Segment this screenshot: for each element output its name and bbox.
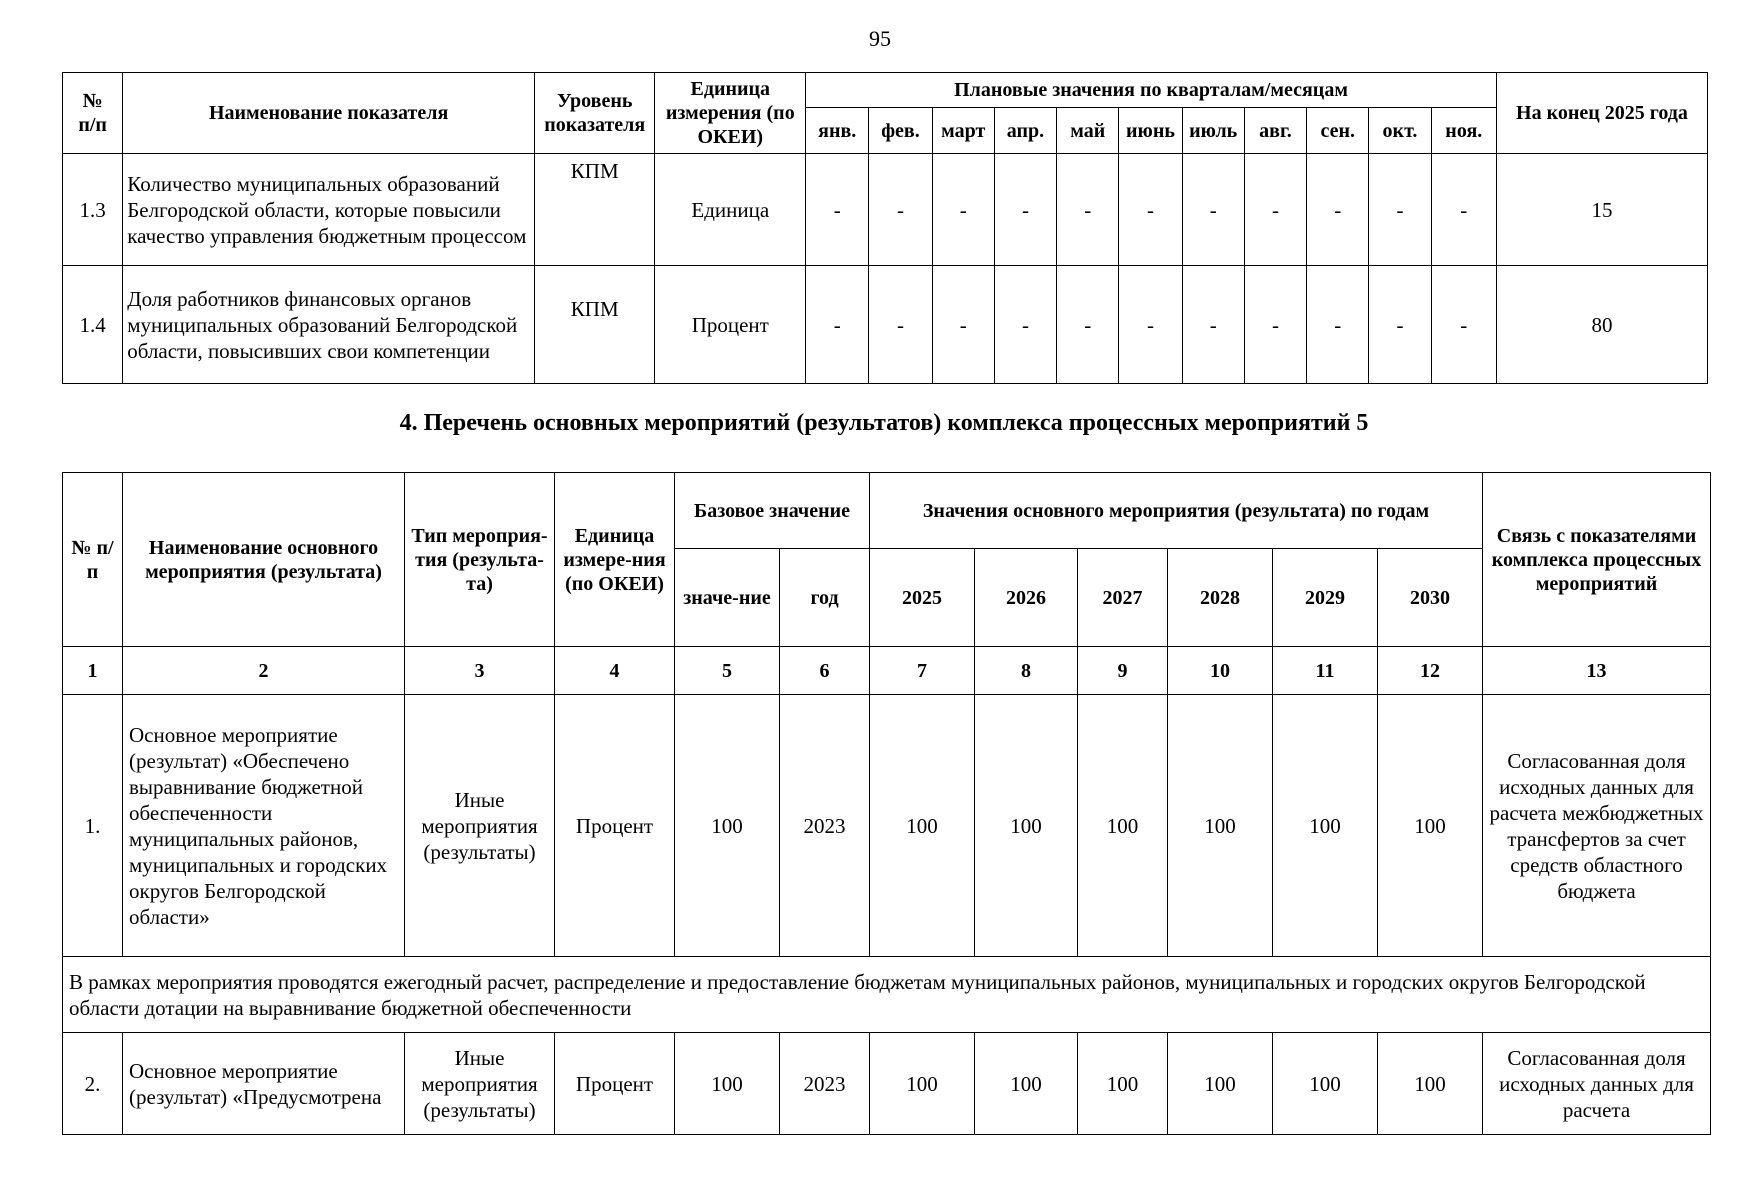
header-month: янв. xyxy=(806,108,869,154)
activity-name: Основное мероприятие (результат) «Обеспечено выравнивание бюджетной обеспеченности муниципальных районов, муниципальных и городских округов Белгородской области» xyxy=(123,695,405,957)
header-month: май xyxy=(1057,108,1119,154)
column-number: 3 xyxy=(405,647,555,695)
activity-note: В рамках мероприятия проводятся ежегодный расчет, распределение и предоставление бюджетам муниципальных районов, муниципальных и городских округов Белгородской области дотации на выравнивание бюджетной обеспеченности xyxy=(63,957,1711,1033)
column-number: 4 xyxy=(555,647,675,695)
column-number: 1 xyxy=(63,647,123,695)
column-number: 8 xyxy=(975,647,1078,695)
header-num: № п/п xyxy=(63,73,123,154)
header-end-of-year: На конец 2025 года xyxy=(1496,73,1707,154)
header-month: сен. xyxy=(1307,108,1369,154)
year-value: 100 xyxy=(1078,695,1168,957)
table-row xyxy=(63,1033,1711,1135)
column-number: 9 xyxy=(1078,647,1168,695)
year-value: 100 xyxy=(1273,1033,1378,1135)
month-value: - xyxy=(869,154,932,266)
header-planned-values: Плановые значения по кварталам/месяцам xyxy=(806,73,1497,108)
year-value: 100 xyxy=(1168,695,1273,957)
row-num: 1.4 xyxy=(63,266,123,384)
month-value: - xyxy=(1307,154,1369,266)
activity-type: Иные мероприятия (результаты) xyxy=(405,1033,555,1135)
row-num: 2. xyxy=(63,1033,123,1135)
indicator-level: КПМ xyxy=(534,266,655,384)
activity-type: Иные мероприятия (результаты) xyxy=(405,695,555,957)
header-month: ноя. xyxy=(1431,108,1496,154)
column-number: 12 xyxy=(1378,647,1483,695)
page-number: 95 xyxy=(869,26,891,51)
header-level: Уровень показателя xyxy=(534,73,655,154)
activity-name: Основное мероприятие (результат) «Предусмотрена xyxy=(123,1033,405,1135)
column-number: 10 xyxy=(1168,647,1273,695)
year-value: 100 xyxy=(870,695,975,957)
base-year: 2023 xyxy=(780,1033,870,1135)
year-value: 100 xyxy=(975,1033,1078,1135)
indicator-name: Количество муниципальных образований Белгородской области, которые повысили качество управления бюджетным процессом xyxy=(123,154,535,266)
month-value: - xyxy=(806,154,869,266)
month-value: - xyxy=(994,154,1056,266)
header-month: апр. xyxy=(994,108,1056,154)
header-link: Связь с показателями комплекса процессных мероприятий xyxy=(1483,473,1711,647)
month-value: - xyxy=(1244,266,1306,384)
header-activity-type: Тип мероприя-тия (результа-та) xyxy=(405,473,555,647)
month-value: - xyxy=(1369,154,1431,266)
year-value: 100 xyxy=(1078,1033,1168,1135)
month-value: - xyxy=(1119,266,1182,384)
header-base-value-amount: значе-ние xyxy=(675,549,780,647)
header-month: авг. xyxy=(1244,108,1306,154)
section-title: 4. Перечень основных мероприятий (результатов) комплекса процессных мероприятий 5 xyxy=(399,410,1369,436)
header-year: 2028 xyxy=(1168,549,1273,647)
column-number: 6 xyxy=(780,647,870,695)
header-unit: Единица измере-ния (по ОКЕИ) xyxy=(555,473,675,647)
header-month: окт. xyxy=(1369,108,1431,154)
header-month: фев. xyxy=(869,108,932,154)
month-value: - xyxy=(869,266,932,384)
month-value: - xyxy=(1244,154,1306,266)
base-value: 100 xyxy=(675,695,780,957)
base-year: 2023 xyxy=(780,695,870,957)
month-value: - xyxy=(1369,266,1431,384)
header-num: № п/п xyxy=(63,473,123,647)
header-year: 2025 xyxy=(870,549,975,647)
month-value: - xyxy=(1119,154,1182,266)
header-month: июнь xyxy=(1119,108,1182,154)
year-value: 100 xyxy=(870,1033,975,1135)
activities-table xyxy=(62,472,1711,1135)
year-value: 100 xyxy=(1273,695,1378,957)
indicator-level: КПМ xyxy=(534,154,655,266)
activity-unit: Процент xyxy=(555,1033,675,1135)
month-value: - xyxy=(1057,154,1119,266)
end-of-year-value: 15 xyxy=(1496,154,1707,266)
header-base-year: год xyxy=(780,549,870,647)
header-year: 2030 xyxy=(1378,549,1483,647)
header-indicator-name: Наименование показателя xyxy=(123,73,535,154)
header-values-by-year: Значения основного мероприятия (результата) по годам xyxy=(870,473,1483,549)
header-year: 2029 xyxy=(1273,549,1378,647)
table-row xyxy=(63,266,1708,384)
year-value: 100 xyxy=(1378,695,1483,957)
month-value: - xyxy=(1182,154,1244,266)
table-row xyxy=(63,154,1708,266)
header-activity-name: Наименование основного мероприятия (результата) xyxy=(123,473,405,647)
month-value: - xyxy=(1182,266,1244,384)
column-number: 7 xyxy=(870,647,975,695)
indicators-table xyxy=(62,72,1708,384)
year-value: 100 xyxy=(975,695,1078,957)
month-value: - xyxy=(932,154,994,266)
activity-unit: Процент xyxy=(555,695,675,957)
year-value: 100 xyxy=(1168,1033,1273,1135)
end-of-year-value: 80 xyxy=(1496,266,1707,384)
header-month: июль xyxy=(1182,108,1244,154)
column-number: 13 xyxy=(1483,647,1711,695)
month-value: - xyxy=(932,266,994,384)
base-value: 100 xyxy=(675,1033,780,1135)
month-value: - xyxy=(806,266,869,384)
month-value: - xyxy=(994,266,1056,384)
header-base-value: Базовое значение xyxy=(675,473,870,549)
column-number: 5 xyxy=(675,647,780,695)
column-number-row xyxy=(63,647,1711,695)
month-value: - xyxy=(1431,154,1496,266)
indicator-unit: Единица xyxy=(655,154,806,266)
month-value: - xyxy=(1431,266,1496,384)
header-year: 2027 xyxy=(1078,549,1168,647)
indicator-name: Доля работников финансовых органов муниципальных образований Белгородской области, повысивших свои компетенции xyxy=(123,266,535,384)
month-value: - xyxy=(1057,266,1119,384)
month-value: - xyxy=(1307,266,1369,384)
header-unit: Единица измерения (по ОКЕИ) xyxy=(655,73,806,154)
column-number: 2 xyxy=(123,647,405,695)
linked-indicator: Согласованная доля исходных данных для расчета xyxy=(1483,1033,1711,1135)
row-num: 1. xyxy=(63,695,123,957)
linked-indicator: Согласованная доля исходных данных для расчета межбюджетных трансфертов за счет средств областного бюджета xyxy=(1483,695,1711,957)
table-row xyxy=(63,695,1711,957)
note-row xyxy=(63,957,1711,1033)
header-year: 2026 xyxy=(975,549,1078,647)
indicator-unit: Процент xyxy=(655,266,806,384)
row-num: 1.3 xyxy=(63,154,123,266)
header-month: март xyxy=(932,108,994,154)
year-value: 100 xyxy=(1378,1033,1483,1135)
column-number: 11 xyxy=(1273,647,1378,695)
